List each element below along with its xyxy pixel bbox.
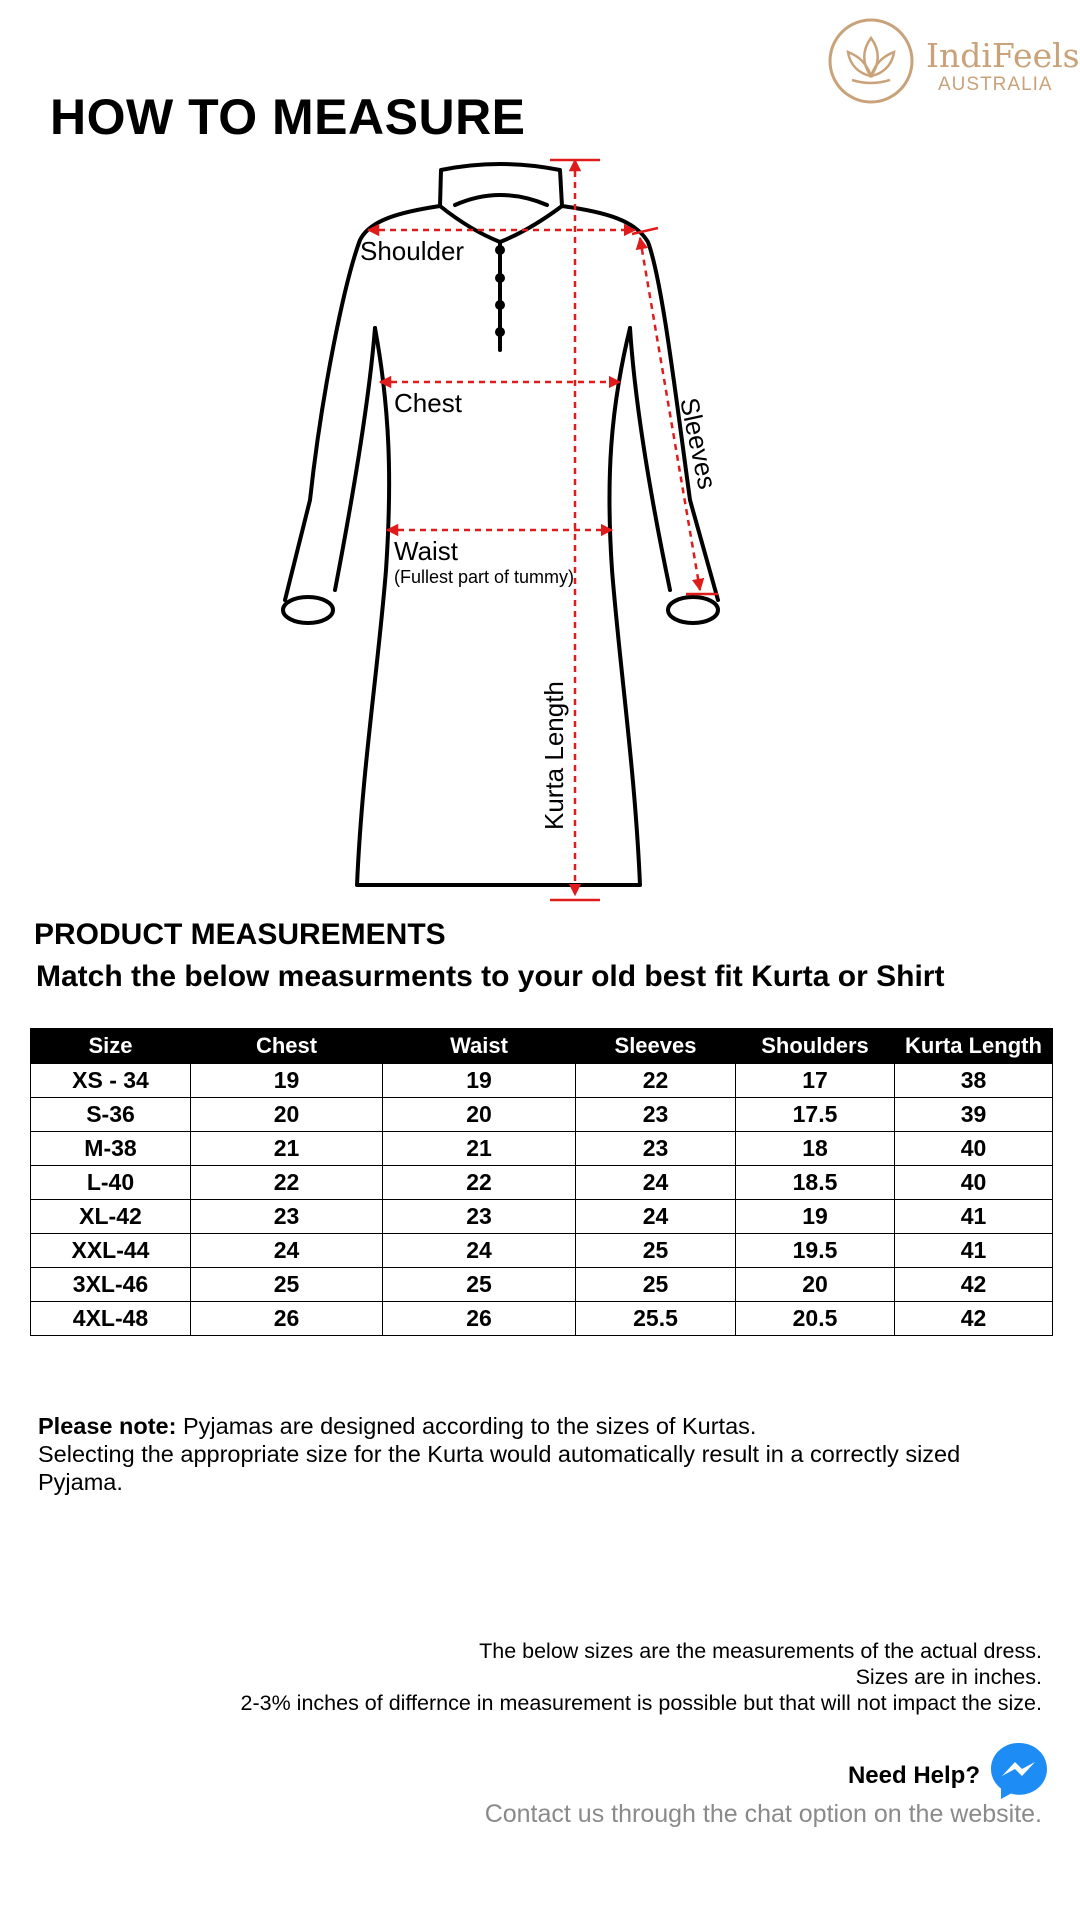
- button-dot-2: [495, 273, 505, 283]
- table-cell: 23: [576, 1132, 736, 1166]
- brand-name: IndiFeels: [926, 36, 1080, 75]
- table-cell: 24: [576, 1200, 736, 1234]
- column-header-shoulders: Shoulders: [736, 1029, 895, 1064]
- lotus-logo-icon: [826, 16, 916, 106]
- size-chart-table: [30, 1028, 1053, 1336]
- table-cell: 22: [576, 1064, 736, 1098]
- table-cell: 41: [895, 1200, 1053, 1234]
- info-line-tolerance: 2-3% inches of differnce in measurement is possible but that will not impact the size.: [240, 1691, 1042, 1715]
- kurta-diagram: [250, 150, 760, 910]
- info-line-actual-dress: The below sizes are the measurements of the actual dress.: [479, 1639, 1042, 1663]
- page-title: HOW TO MEASURE: [50, 89, 526, 145]
- table-cell: 18.5: [736, 1166, 895, 1200]
- table-cell: XS - 34: [31, 1064, 191, 1098]
- waist-note-label: (Fullest part of tummy): [394, 567, 575, 587]
- table-cell: 41: [895, 1234, 1053, 1268]
- brand-region: AUSTRALIA: [938, 74, 1053, 95]
- table-cell: 23: [191, 1200, 383, 1234]
- column-header-sleeves: Sleeves: [576, 1029, 736, 1064]
- table-cell: 22: [191, 1166, 383, 1200]
- table-cell: L-40: [31, 1166, 191, 1200]
- table-cell: 20: [736, 1268, 895, 1302]
- table-cell: 40: [895, 1132, 1053, 1166]
- table-cell: 23: [383, 1200, 576, 1234]
- product-measurements-heading: PRODUCT MEASUREMENTS: [34, 918, 446, 951]
- table-cell: 26: [191, 1302, 383, 1336]
- table-cell: 25: [576, 1234, 736, 1268]
- need-help-label: Need Help?: [847, 1762, 980, 1789]
- table-cell: 39: [895, 1098, 1053, 1132]
- table-cell: 40: [895, 1166, 1053, 1200]
- table-cell: 24: [383, 1234, 576, 1268]
- column-header-kurta-length: Kurta Length: [895, 1029, 1053, 1064]
- table-cell: 21: [383, 1132, 576, 1166]
- brand-logo: [826, 16, 1080, 112]
- table-cell: XL-42: [31, 1200, 191, 1234]
- table-cell: 19: [383, 1064, 576, 1098]
- table-header-row: [31, 1029, 1053, 1064]
- info-line-units: Sizes are in inches.: [855, 1665, 1042, 1689]
- table-cell: 19: [736, 1200, 895, 1234]
- kurta-length-label: Kurta Length: [539, 681, 569, 830]
- table-cell: 25.5: [576, 1302, 736, 1336]
- messenger-icon[interactable]: [988, 1740, 1050, 1802]
- button-dot-4: [495, 327, 505, 337]
- contact-text: Contact us through the chat option on the website.: [484, 1800, 1042, 1828]
- table-row: [31, 1132, 1053, 1166]
- table-cell: 42: [895, 1302, 1053, 1336]
- table-cell: 25: [191, 1268, 383, 1302]
- table-cell: 24: [191, 1234, 383, 1268]
- column-header-waist: Waist: [383, 1029, 576, 1064]
- table-cell: 26: [383, 1302, 576, 1336]
- table-cell: 20: [191, 1098, 383, 1132]
- table-cell: XXL-44: [31, 1234, 191, 1268]
- table-row: [31, 1234, 1053, 1268]
- measurement-info: [241, 1638, 1042, 1716]
- chest-label: Chest: [394, 388, 462, 418]
- table-cell: 4XL-48: [31, 1302, 191, 1336]
- kurta-outline: [283, 164, 718, 885]
- table-cell: M-38: [31, 1132, 191, 1166]
- table-cell: 18: [736, 1132, 895, 1166]
- table-row: [31, 1098, 1053, 1132]
- table-cell: 22: [383, 1166, 576, 1200]
- table-row: [31, 1200, 1053, 1234]
- table-cell: 20.5: [736, 1302, 895, 1336]
- note-line-1: Pyjamas are designed according to the sizes of Kurtas.: [182, 1413, 757, 1439]
- table-cell: 42: [895, 1268, 1053, 1302]
- table-cell: 19: [191, 1064, 383, 1098]
- shoulder-label: Shoulder: [360, 236, 465, 266]
- product-measurements-subheading: Match the below measurments to your old best fit Kurta or Shirt: [36, 960, 945, 993]
- table-cell: 23: [576, 1098, 736, 1132]
- table-cell: 3XL-46: [31, 1268, 191, 1302]
- table-cell: 17.5: [736, 1098, 895, 1132]
- table-cell: 25: [576, 1268, 736, 1302]
- table-cell: S-36: [31, 1098, 191, 1132]
- table-cell: 21: [191, 1132, 383, 1166]
- pyjama-size-note: [38, 1412, 1028, 1496]
- waist-label: Waist: [394, 536, 459, 566]
- button-dot-1: [495, 245, 505, 255]
- column-header-size: Size: [31, 1029, 191, 1064]
- table-cell: 38: [895, 1064, 1053, 1098]
- measurement-guides: [368, 160, 700, 895]
- note-line-2: Selecting the appropriate size for the Kurta would automatically result in a correctly sized Pyjama.: [38, 1441, 961, 1495]
- column-header-chest: Chest: [191, 1029, 383, 1064]
- table-row: [31, 1302, 1053, 1336]
- sleeves-label: Sleeves: [674, 395, 723, 492]
- table-row: [31, 1166, 1053, 1200]
- table-cell: 25: [383, 1268, 576, 1302]
- table-row: [31, 1064, 1053, 1098]
- table-cell: 20: [383, 1098, 576, 1132]
- table-row: [31, 1268, 1053, 1302]
- button-dot-3: [495, 300, 505, 310]
- note-label: Please note:: [38, 1413, 177, 1439]
- table-cell: 19.5: [736, 1234, 895, 1268]
- table-cell: 17: [736, 1064, 895, 1098]
- table-cell: 24: [576, 1166, 736, 1200]
